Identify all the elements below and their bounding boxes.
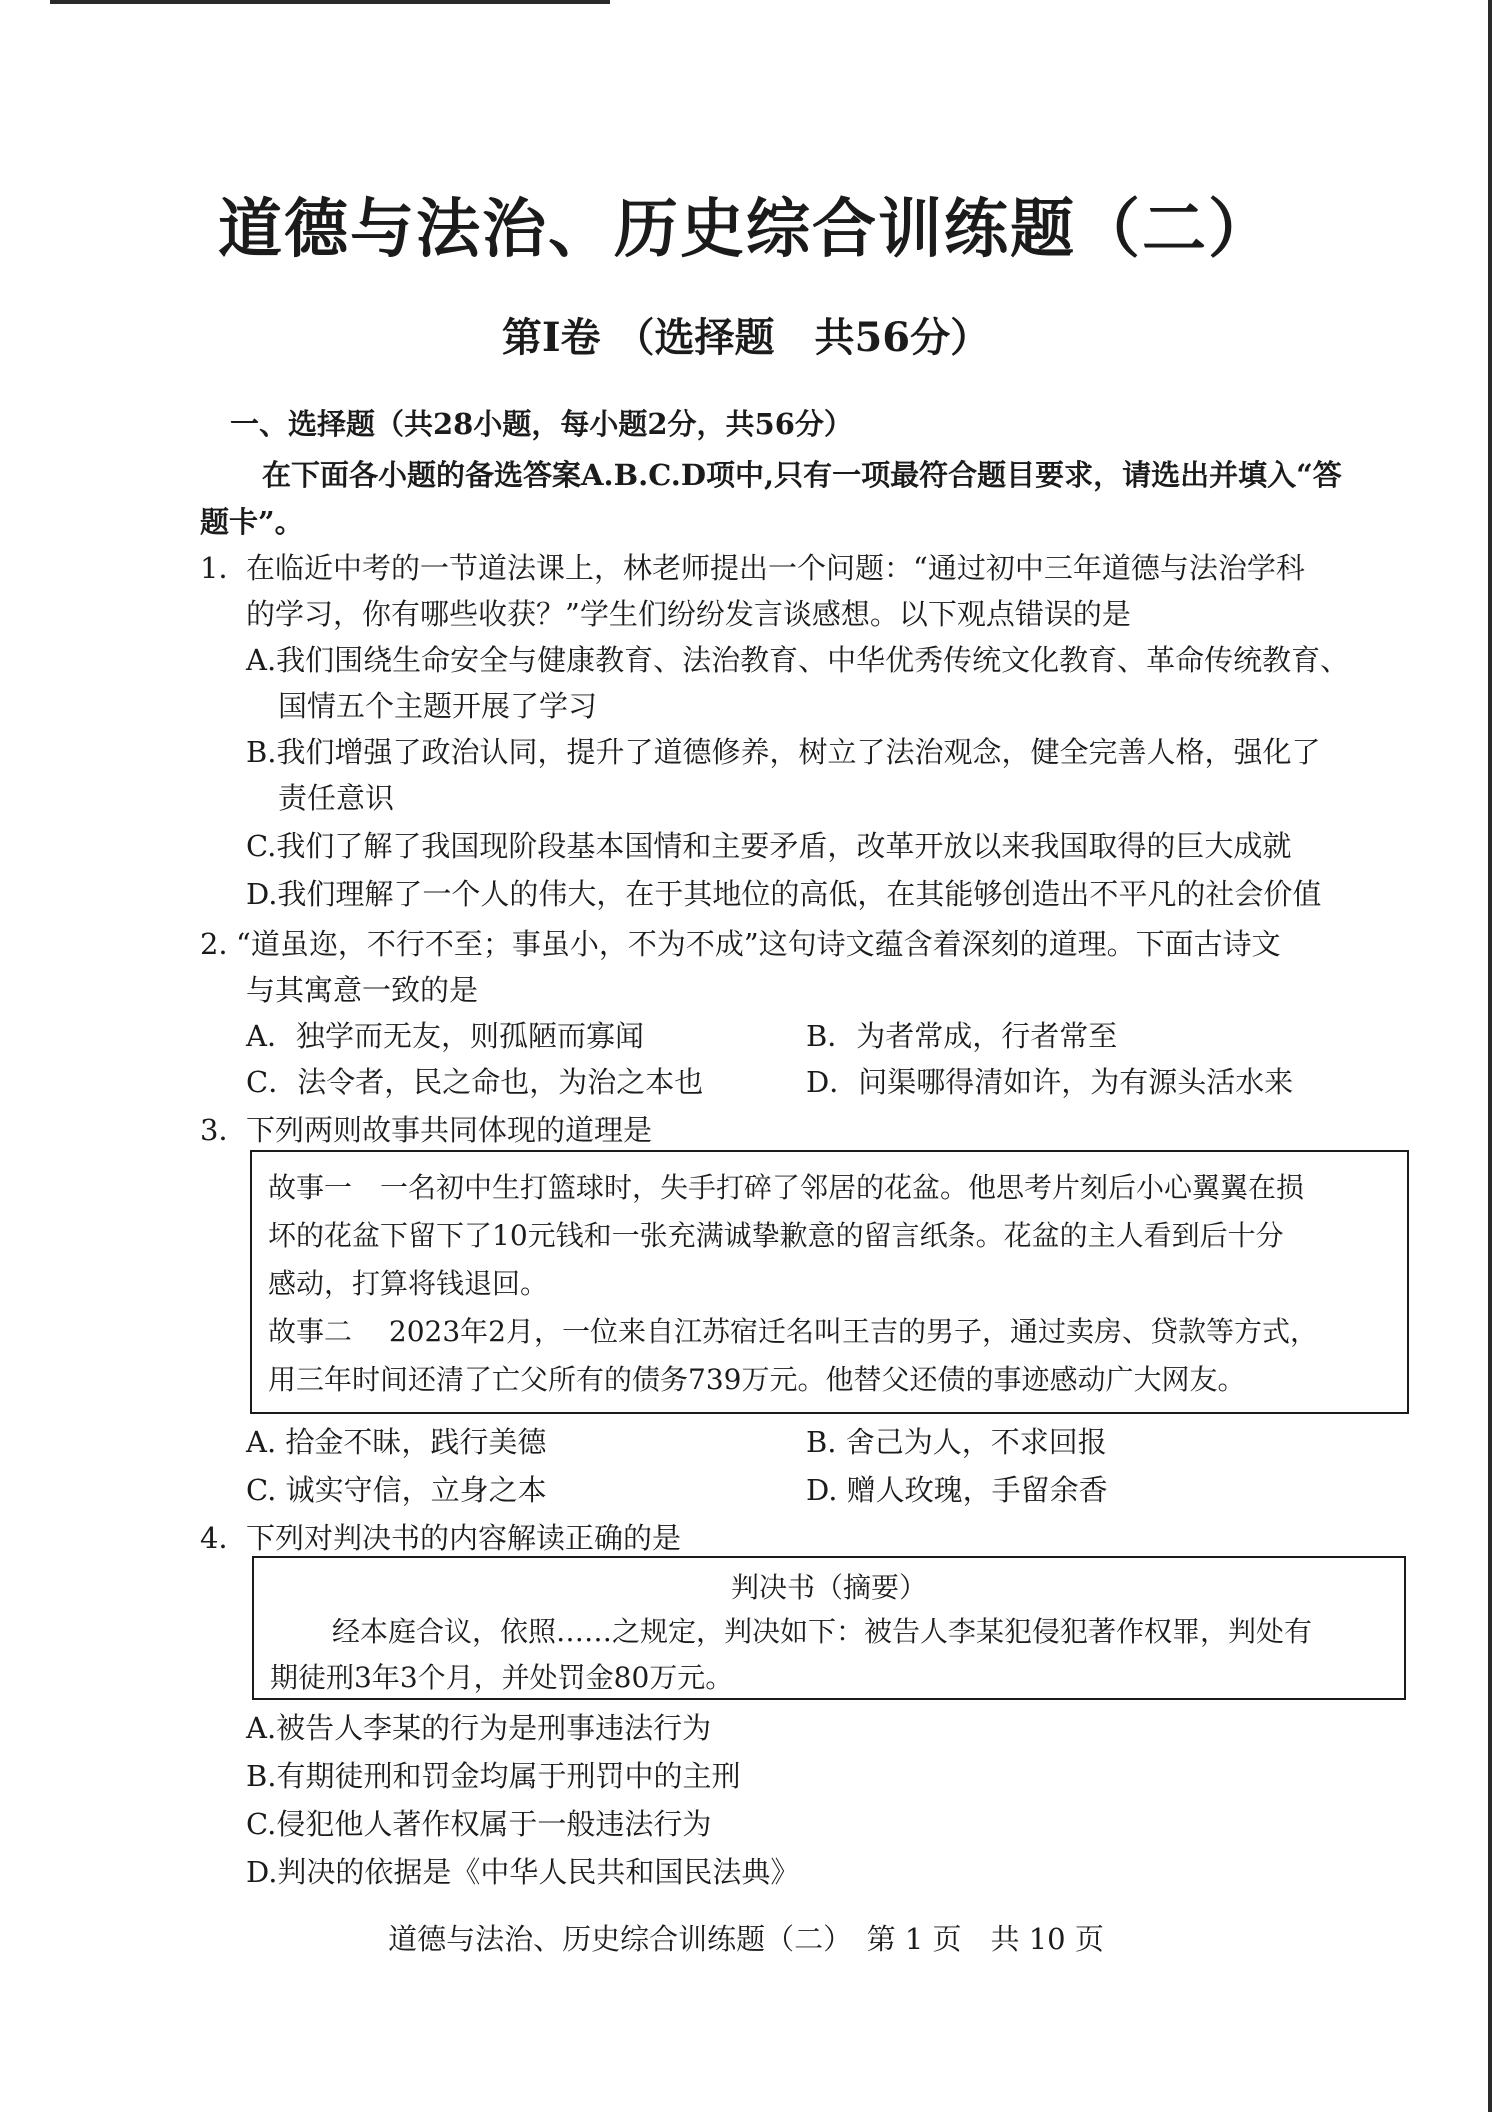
question-3-option-b: B. 舍己为人，不求回报 [806,1425,1107,1459]
story-box-line-3: 感动，打算将钱退回。 [268,1267,549,1300]
question-2-option-a: A．独学而无友，则孤陋而寡闻 [246,1019,644,1053]
question-4-option-a: A.被告人李某的行为是刑事违法行为 [246,1711,712,1745]
question-2-option-d: D．问渠哪得清如许，为有源头活水来 [806,1065,1294,1099]
question-1-option-c: C.我们了解了我国现阶段基本国情和主要矛盾，改革开放以来我国取得的巨大成就 [246,829,1292,863]
judgment-box-line-1: 经本庭合议，依照……之规定，判决如下：被告人李某犯侵犯著作权罪，判处有 [332,1615,1313,1648]
judgment-box-title: 判决书（摘要） [730,1571,927,1604]
question-4-option-c: C.侵犯他人著作权属于一般违法行为 [246,1807,712,1841]
part-subtitle: 第Ⅰ卷 （选择题 共56分） [501,314,991,361]
question-3-option-d: D. 赠人玫瑰，手留余香 [806,1473,1108,1507]
question-1-option-a: A.我们围绕生命安全与健康教育、法治教育、中华优秀传统文化教育、革命传统教育、 [246,643,1350,677]
question-1-option-b-cont: 责任意识 [278,781,395,815]
question-2-option-c: C．法令者，民之命也，为治之本也 [246,1065,704,1099]
question-1-option-b: B.我们增强了政治认同，提升了道德修养，树立了法治观念，健全完善人格，强化了 [246,735,1321,769]
question-1-option-a-cont: 国情五个主题开展了学习 [278,689,598,723]
question-3-option-a: A. 拾金不昧，践行美德 [246,1425,547,1459]
page-footer: 道德与法治、历史综合训练题（二） 第 1 页 共 10 页 [388,1922,1104,1956]
question-3-number: 3． [200,1113,248,1147]
question-3-option-c: C. 诚实守信，立身之本 [246,1473,547,1507]
story-box-line-5: 用三年时间还清了亡父所有的债务739万元。他替父还债的事迹感动广大网友。 [268,1363,1246,1396]
question-4-judgment-box [252,1556,1406,1700]
instruction-line-2: 题卡”。 [200,505,304,539]
story-box-line-2: 坏的花盆下留下了10元钱和一张充满诚挚歉意的留言纸条。花盆的主人看到后十分 [268,1219,1284,1252]
scan-edge-top [50,0,610,4]
judgment-box-line-2: 期徒刑3年3个月，并处罚金80万元。 [270,1661,734,1694]
question-4-option-d: D.判决的依据是《中华人民共和国民法典》 [246,1855,800,1889]
section-heading: 一、选择题（共28小题，每小题2分，共56分） [230,407,853,441]
question-1-option-d: D.我们理解了一个人的伟大，在于其地位的高低，在其能够创造出不平凡的社会价值 [246,877,1322,911]
question-1-stem-line-1: 在临近中考的一节道法课上，林老师提出一个问题：“通过初中三年道德与法治学科 [246,551,1305,585]
question-1-number: 1． [200,551,248,585]
story-box-line-4: 故事二 2023年2月，一位来自江苏宿迁名叫王吉的男子，通过卖房、贷款等方式， [268,1315,1318,1348]
question-2-option-b: B．为者常成，行者常至 [806,1019,1118,1053]
question-4-number: 4． [200,1521,248,1555]
instruction-line-1: 在下面各小题的备选答案A.B.C.D项中,只有一项最符合题目要求，请选出并填入“答 [262,458,1342,492]
question-4-stem: 下列对判决书的内容解读正确的是 [246,1521,682,1555]
page-title: 道德与法治、历史综合训练题（二） [218,192,1274,267]
question-3-story-box [250,1150,1409,1414]
question-3-stem: 下列两则故事共同体现的道理是 [246,1113,653,1147]
question-1-stem-line-2: 的学习，你有哪些收获？”学生们纷纷发言谈感想。以下观点错误的是 [246,597,1131,631]
question-2-stem-line-1: “道虽迩，不行不至；事虽小，不为不成”这句诗文蕴含着深刻的道理。下面古诗文 [236,927,1281,961]
story-box-line-1: 故事一 一名初中生打篮球时，失手打碎了邻居的花盆。他思考片刻后小心翼翼在损 [268,1171,1305,1204]
question-4-option-b: B.有期徒刑和罚金均属于刑罚中的主刑 [246,1759,741,1793]
question-2-number: 2． [200,927,248,961]
question-2-stem-line-2: 与其寓意一致的是 [246,973,479,1007]
